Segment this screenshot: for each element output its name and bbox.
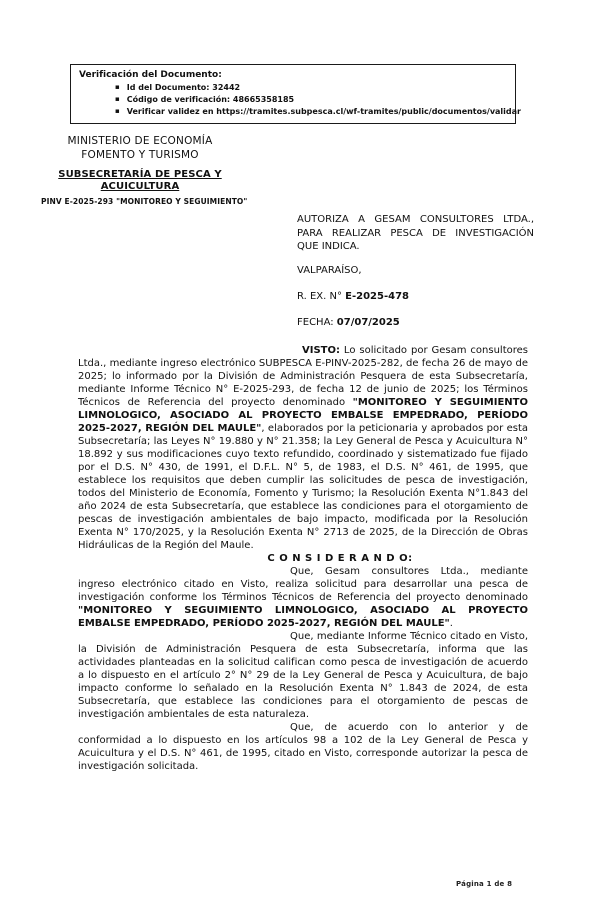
resolution-subject: AUTORIZA A GESAM CONSULTORES LTDA., PARA REALIZAR PESCA DE INVESTIGACIÓN QUE INDICA. [297,214,534,252]
considerando-1-period: . [449,618,453,629]
ministry-name-line2: FOMENTO Y TURISMO [81,148,199,161]
verification-list [79,82,521,118]
verification-item-document-id: ▪ Id del Documento: 32442 [115,82,509,94]
project-reference: PINV E-2025-293 "MONITOREO Y SEGUIMIENTO" [41,197,248,206]
considerando-2-text: Que, mediante Informe Técnico citado en Visto, la División de Administración Pesquera de esta Subsecretaría, informa que las actividades planteadas en la solicitud califican como pesca de investigación de acuerdo a lo dispuesto en el artículo 2° N° 29 de la Ley General de Pesca y Acuicultura, de bajo impacto conforme lo señalado en la Resolución Exenta N° 1.843 de 2024, de esta Subsecretaría, que establece las condiciones para el otorgamiento de pescas de investigación ambientales de esta naturaleza. [78,631,528,720]
visto-paragraph [78,344,528,552]
city-line: VALPARAÍSO, [297,265,362,276]
considerando-3-text: Que, de acuerdo con lo anterior y de conformidad a lo dispuesto en los artículos 98 a 102 de la Ley General de Pesca y Acuicultura y el D.S. N° 461, de 1995, citado en Visto, corresponde autorizar la pesca de investigación solicitada. [78,722,528,772]
considerando-1-text: Que, Gesam consultores Ltda., mediante ingreso electrónico citado en Visto, realiza solicitud para desarrollar una pesca de investigación conforme los Términos Técnicos de Referencia del proyecto denominado [78,566,528,603]
visto-text-2: , elaborados por la peticionaria y aprobados por esta Subsecretaría; las Leyes N° 19.880 y N° 21.358; la Ley General de Pesca y Acuicultura N° 18.892 y sus modificaciones cuyo texto refundido, coordinado y sistematizado fue fijado por el D.S. N° 430, de 1991, el D.F.L. N° 5, de 1983, el D.S. N° 461, de 1995, que establece los requisitos que deben cumplir las solicitudes de pesca de investigación, todos del Ministerio de Economía, Fomento y Turismo; la Resolución Exenta N°1.843 del año 2024 de esta Subsecretaría, que establece las condiciones para el otorgamiento de pescas de investigación ambientales de bajo impacto, modificada por la Resolución Exenta N° 170/2025, y la Resolución Exenta N° 2713 de 2025, de la Dirección de Obras Hidráulicas de la Región del Maule. [78,423,529,551]
verification-item-url: ▪ Verificar validez en https://tramites.subpesca.cl/wf-tramites/public/documentos/validar [115,106,509,118]
resolution-number-label: R. EX. N° [297,291,346,302]
resolution-date-value: 07/07/2025 [336,317,400,328]
considerando-1-project-title-bold: "MONITOREO Y SEGUIMIENTO LIMNOLOGICO, ASOCIADO AL PROYECTO EMBALSE EMPEDRADO, PERÍODO 2025-2027, REGIÓN DEL MAULE" [78,605,528,629]
considerando-heading: C O N S I D E R A N D O: [267,553,413,564]
document-body [78,344,528,773]
verification-item-code: ▪ Código de verificación: 48665358185 [115,94,509,106]
resolution-number-line [297,291,409,302]
considerando-paragraph-3 [78,721,528,773]
resolution-number-value: E-2025-478 [345,291,409,302]
verification-title: Verificación del Documento: [79,70,222,80]
considerando-paragraph-2 [78,630,528,721]
department-name [40,169,240,193]
department-name-line2: ACUICULTURA [100,181,180,192]
visto-keyword: VISTO: [302,345,340,356]
considerando-paragraph-1 [78,565,528,630]
organization-header [40,135,240,193]
department-name-line1: SUBSECRETARÍA DE PESCA Y [58,169,222,180]
resolution-date-line [297,317,400,328]
verification-box [70,64,521,124]
resolution-date-label: FECHA: [297,317,337,328]
ministry-name-line1: MINISTERIO DE ECONOMÍA [67,135,213,147]
page-number-indicator: Página 1 de 8 [456,880,513,888]
visto-text-1: Lo solicitado por Gesam consultores Ltda., mediante ingreso electrónico SUBPESCA E-PINV-2025-282, de fecha 26 de mayo de 2025; lo informado por la División de Administración Pesquera de esta Subsecretaría, mediante Informe Técnico N° E-2025-293, de fecha 12 de junio de 2025; los Términos Técnicos de Referencia del proyecto denominado [78,345,528,408]
project-title-bold: "MONITOREO Y SEGUIMIENTO LIMNOLOGICO, ASOCIADO AL PROYECTO EMBALSE EMPEDRADO, PERÍODO 2025-2027, REGIÓN DEL MAULE" [78,397,528,434]
